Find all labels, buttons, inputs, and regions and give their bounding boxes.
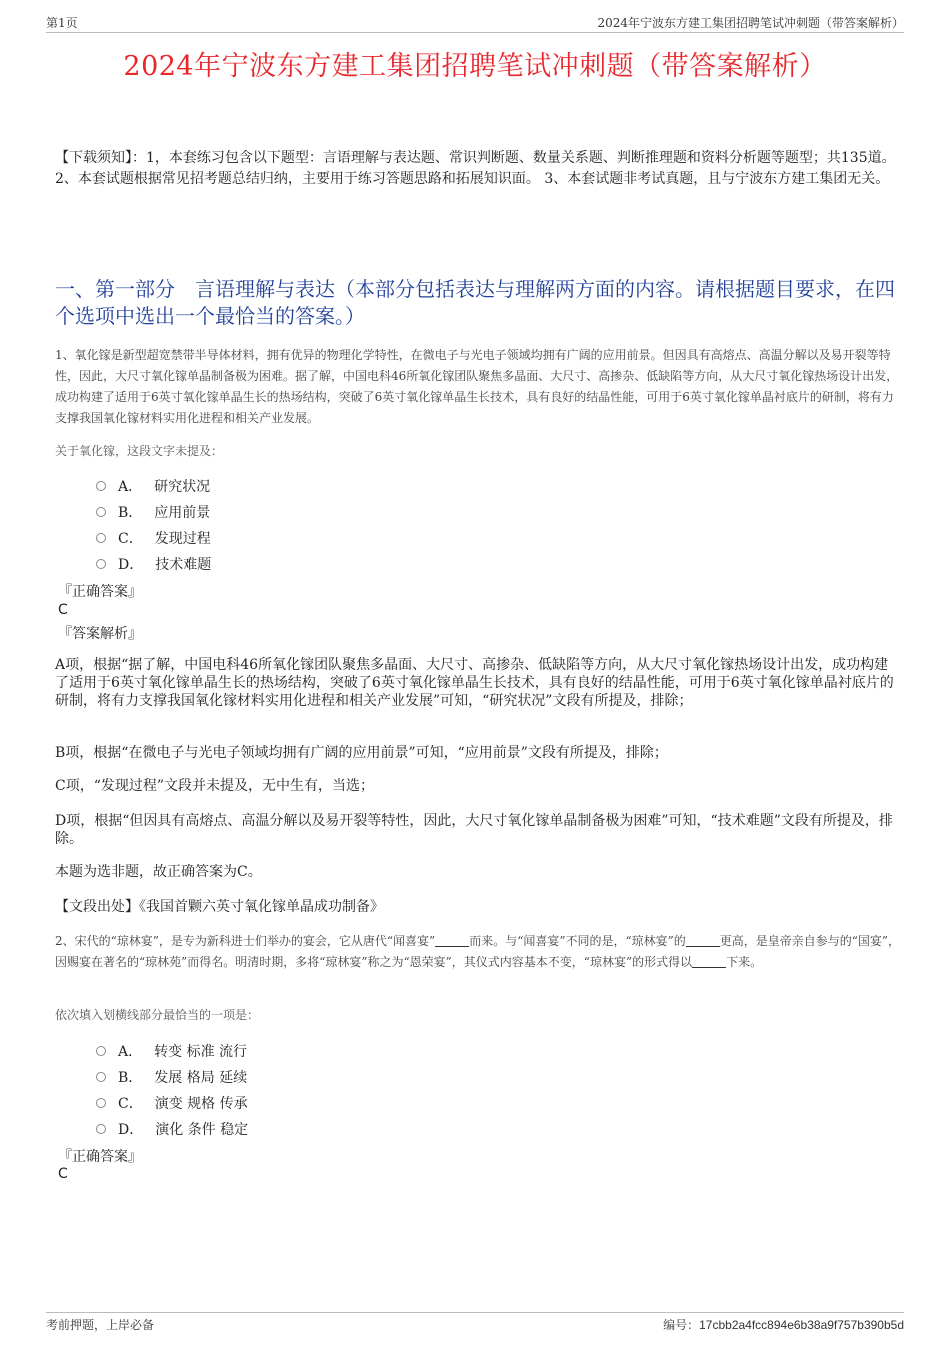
page-footer — [46, 1312, 904, 1335]
q1-source: 【文段出处】《我国首颗六英寸氧化镓单晶成功制备》 — [55, 899, 384, 915]
q1-analysis-a: A项，根据“据了解，中国电科46所氧化镓团队聚焦多晶面、大尺寸、高掺杂、低缺陷等方向，从大尺寸氧化镓热场设计出发，成功构建了适用于6英寸氧化镓单晶生长的热场结构，突破了6英寸氧化镓单晶生长技术，具有良好的结晶性能，可用于6英寸氧化镓单晶衬底片的研制，将有力支撑我国氧化镓材料实用化进程和相关产业发展”可知，“研究状况”文段有所提及，排除； — [55, 657, 894, 709]
question-2-prompt: 依次填入划横线部分最恰当的一项是： — [55, 1008, 260, 1022]
question-2-options — [96, 1038, 248, 1142]
question-2-stem: 2、宋代的“琼林宴”，是专为新科进士们举办的宴会，它从唐代“闻喜宴” 而来。与“闻喜宴”不同的是，“琼林宴”的 更高，是皇帝亲自参与的“国宴”，因赐宴在著名的“琼林苑”而得名。明清时期，多将“琼林宴”称之为“恩荣宴”，其仪式内容基本不变，“琼林宴”的形式得以 下来。 — [55, 934, 901, 969]
q2-answer: C — [58, 1166, 68, 1182]
radio-button-icon[interactable] — [96, 507, 106, 517]
radio-button-icon[interactable] — [96, 481, 106, 491]
section-heading: 一、第一部分 言语理解与表达（本部分包括表达与理解两方面的内容。请根据题目要求，在四个选项中选出一个最恰当的答案。） — [55, 277, 895, 328]
question-1-options — [96, 473, 211, 577]
q2-option-d[interactable]: D． 演化 条件 稳定 — [96, 1116, 248, 1142]
question-1-prompt: 关于氧化镓，这段文字未提及： — [55, 444, 224, 458]
header-doc-title: 2024年宁波东方建工集团招聘笔试冲刺题（带答案解析） — [597, 16, 904, 30]
q1-answer: C — [58, 602, 68, 618]
radio-button-icon[interactable] — [96, 1046, 106, 1056]
page-header — [46, 14, 904, 33]
radio-button-icon[interactable] — [96, 533, 106, 543]
q1-option-d[interactable]: D． 技术难题 — [96, 551, 211, 577]
q1-conclusion: 本题为选非题，故正确答案为C。 — [55, 864, 262, 880]
page-number: 第1页 — [46, 16, 78, 30]
q1-answer-label: 『正确答案』 — [58, 584, 142, 600]
q1-analysis-b: B项，根据“在微电子与光电子领域均拥有广阔的应用前景”可知，“应用前景”文段有所提及，排除； — [55, 745, 668, 761]
q2-answer-label: 『正确答案』 — [58, 1149, 142, 1165]
q1-option-b[interactable]: B． 应用前景 — [96, 499, 211, 525]
download-notice: 【下载须知】：1，本套练习包含以下题型：言语理解与表达题、常识判断题、数量关系题、判断推理题和资料分析题等题型；共135道。 2、本套试题根据常见招考题总结归纳，主要用于练习答题思路和拓展知识面。 3、本套试题非考试真题，且与宁波东方建工集团无关。 — [55, 150, 896, 187]
q1-option-c[interactable]: C． 发现过程 — [96, 525, 211, 551]
footer-code: 编号：17cbb2a4fcc894e6b38a9f757b390b5d — [663, 1318, 904, 1332]
radio-button-icon[interactable] — [96, 1072, 106, 1082]
q1-analysis-c: C项，“发现过程”文段并未提及，无中生有，当选； — [55, 778, 375, 794]
radio-button-icon[interactable] — [96, 1098, 106, 1108]
footer-slogan: 考前押题，上岸必备 — [46, 1318, 155, 1332]
fill-blank — [435, 934, 469, 947]
fill-blank — [686, 934, 720, 947]
radio-button-icon[interactable] — [96, 1124, 106, 1134]
page-title: 2024年宁波东方建工集团招聘笔试冲刺题（带答案解析） — [123, 51, 827, 82]
question-1-stem: 1、氧化镓是新型超宽禁带半导体材料，拥有优异的物理化学特性，在微电子与光电子领域均拥有广阔的应用前景。但因具有高熔点、高温分解以及易开裂等特性，因此，大尺寸氧化镓单晶制备极为困难。据了解，中国电科46所氧化镓团队聚焦多晶面、大尺寸、高掺杂、低缺陷等方向，从大尺寸氧化镓热场设计出发，成功构建了适用于6英寸氧化镓单晶生长的热场结构，突破了6英寸氧化镓单晶生长技术，具有良好的结晶性能，可用于6英寸氧化镓单晶衬底片的研制，将有力支撑我国氧化镓材料实用化进程和相关产业发展。 — [55, 348, 899, 425]
radio-button-icon[interactable] — [96, 559, 106, 569]
q1-option-a[interactable]: A． 研究状况 — [96, 473, 211, 499]
q1-analysis-label: 『答案解析』 — [58, 626, 142, 642]
fill-blank — [692, 955, 726, 968]
q2-option-c[interactable]: C． 演变 规格 传承 — [96, 1090, 248, 1116]
q2-option-a[interactable]: A． 转变 标准 流行 — [96, 1038, 248, 1064]
q2-option-b[interactable]: B． 发展 格局 延续 — [96, 1064, 248, 1090]
q1-analysis-d: D项，根据“但因具有高熔点、高温分解以及易开裂等特性，因此，大尺寸氧化镓单晶制备极为困难”可知，“技术难题”文段有所提及，排除。 — [55, 813, 893, 847]
